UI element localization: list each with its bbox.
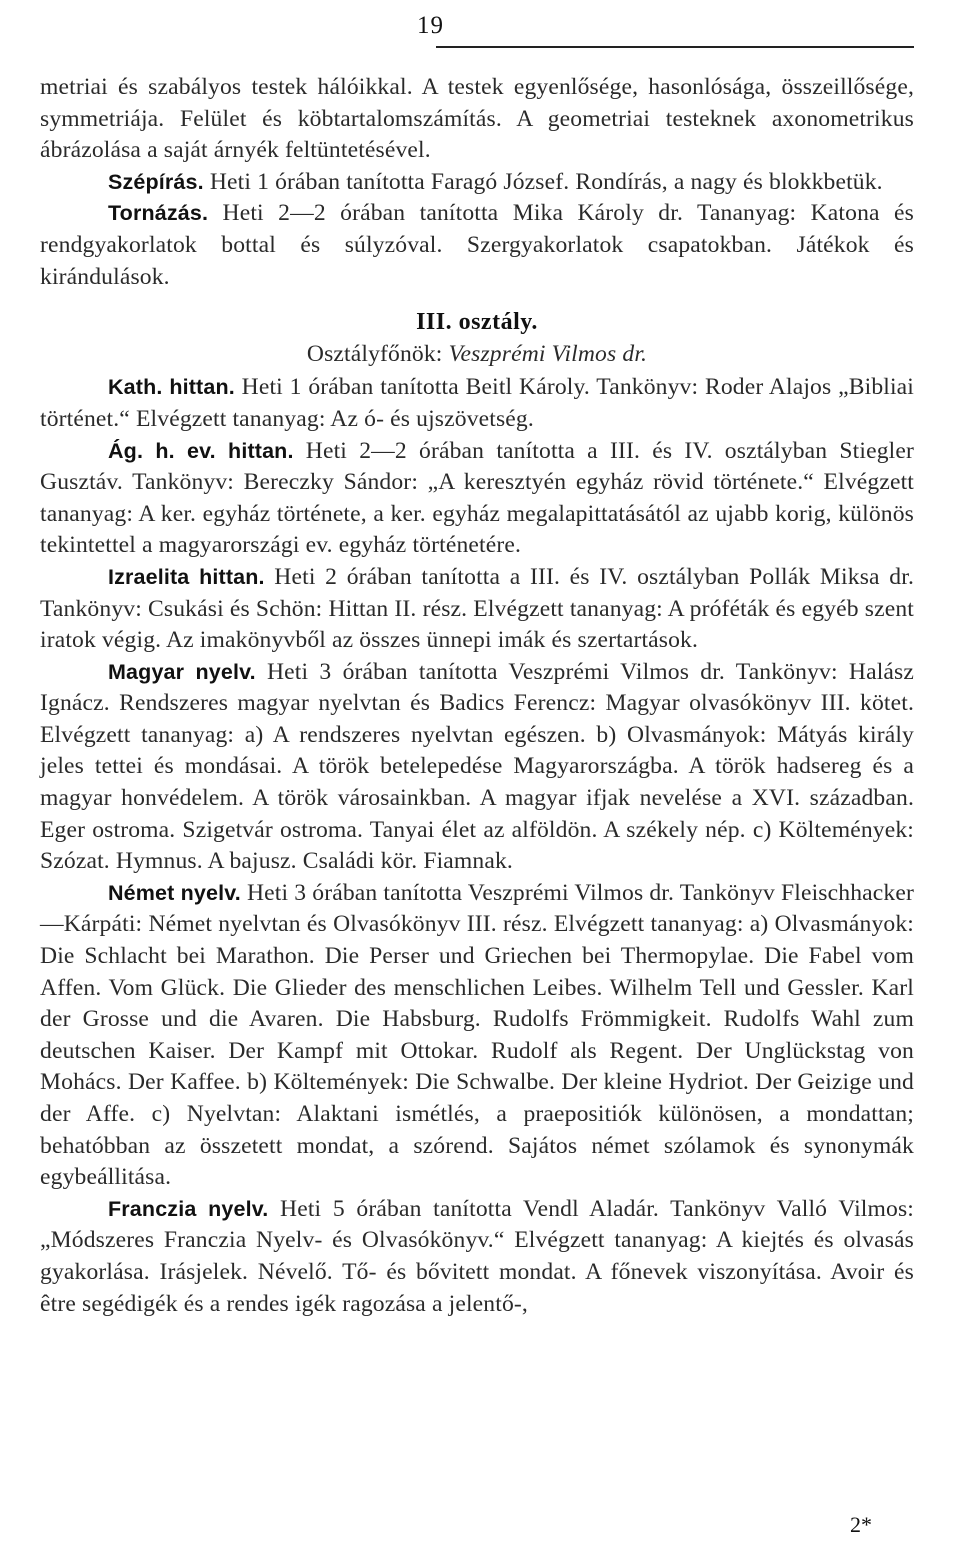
paragraph-tornazas: [40, 198, 914, 293]
paragraph-szepiras: [40, 167, 914, 199]
paragraph-magyar-nyelv: [40, 657, 914, 878]
header-rule: [436, 46, 914, 48]
subject-label-nemet: Német nyelv.: [108, 880, 241, 905]
paragraph-text: Heti 3 órában tanította Veszprémi Vilmos dr. Tankönyv Fleischhacker—Kárpáti: Német nyelvtan és Olvasókönyv III. rész. Elvégzett tananyag: a) Olvasmányok: Die Schlacht bei Marathon. Die Perser und Griechen bei Thermopylae. Die Fabel vom Affen. Vom Glück. Die Glieder des menschlichen Leibes. Wilhelm Tell und Gessler. Karl der Grosse und die Avaren. Die Habsburg. Rudolfs Frömmigkeit. Rudolfs Wahl zum deutschen Kaiser. Der Kampf mit Ottokar. Rudolf als Regent. Der Unglückstag von Mohács. Der Kaffee. b) Költemények: Die Schwalbe. Der kleine Hydriot. Der Geizige und der Affe. c) Nyelvtan: Alaktani ismétlés, a praepositiók különösen, a mondattan; behatóbban az összetett mondat, a szórend. Sajátos német szólamok és synonymák egybeállitása.: [40, 879, 914, 1191]
subject-label-ag: Ág. h. ev. hittan.: [108, 438, 294, 463]
paragraph-text: metriai és szabályos testek hálóikkal. A testek egyenlősége, hasonlósága, összeillősége, symmetriája. Felület és köbtartalomszámítás. A geometriai testeknek axonometrikus ábrázolása a saját árnyék feltüntetésével.: [40, 74, 914, 164]
paragraph-franczia-nyelv: [40, 1194, 914, 1320]
paragraph-text: Heti 5 órában tanította Vendl Aladár. Tankönyv Valló Vilmos: „Módszeres Franczia Nyelv- és Olvasókönyv.“ Elvégzett tananyag: A kiejtés és olvasás gyakorlása. Irásjelek. Névelő. Tő- és bővitett mondat. A főnevek viszonyítása. Avoir és être segédigék és a rendes igék ragozása a jelentő-,: [40, 1195, 914, 1317]
paragraph-text: Heti 2—2 órában tanította Mika Károly dr. Tananyag: Katona és rendgyakorlatok bottal és súlyzóval. Szergyakorlatok csapatokban. Játékok és kirándulások.: [40, 200, 914, 290]
paragraph-nemet-nyelv: [40, 878, 914, 1194]
subject-label-francia: Franczia nyelv.: [108, 1196, 269, 1221]
subject-label-szepiras: Szépírás.: [108, 169, 204, 194]
subject-label-tornazas: Tornázás.: [108, 201, 209, 226]
paragraph-kath-hittan: [40, 372, 914, 435]
subject-label-kath: Kath. hittan.: [108, 375, 235, 400]
paragraph-ag-ev-hittan: [40, 436, 914, 562]
class-title: III. osztály.: [416, 309, 538, 336]
paragraph-text: Heti 1 órában tanította Faragó József. Rondírás, a nagy és blokkbetük.: [203, 168, 883, 195]
page-number: 19: [417, 12, 444, 39]
body-text: [40, 72, 914, 1320]
paragraph-text: Heti 2 órában tanította a III. és IV. osztályban Pollák Miksa dr. Tankönyv: Csukási és Schön: Hittan II. rész. Elvégzett tananyag: A próféták és egyéb szent iratok végig. Az imakönyvből az összes ünnepi imák és szertartások.: [40, 563, 914, 654]
paragraph-text: Heti 1 órában tanította Beitl Károly. Tankönyv: Roder Alajos „Bibliai történet.“ Elvégzett tananyag: Az ó- és ujszövetség.: [40, 374, 914, 432]
subject-label-izr: Izraelita hittan.: [108, 564, 265, 589]
class-head-label: Osztályfőnök:: [306, 340, 443, 367]
paragraph-izraelita-hittan: [40, 562, 914, 657]
class-head: [40, 339, 914, 371]
paragraph-text: Heti 2—2 órában tanította a III. és IV. osztályban Stiegler Gusztáv. Tankönyv: Bereczky Sándor: „A keresztyén egyház rövid története.“ Elvégzett tananyag: A ker. egyház története, a ker. egyház megalapittatásától az ujabb korig, különös tekintettel a magyarországi ev. egyház történetére.: [40, 437, 914, 559]
paragraph-text: Heti 3 órában tanította Veszprémi Vilmos dr. Tankönyv: Halász Ignácz. Rendszeres magyar nyelvtan és Badics Ferencz: Magyar olvasókönyv III. kötet. Elvégzett tananyag: a) A rendszeres nyelvtan egészen. b) Olvasmányok: Mátyás király jeles tettei és mondásai. A török betelepedése Magyarországba. A török hadsereg és a magyar honvédelem. A török városainkban. A magyar ifjak nevelése a XVI. században. Eger ostroma. Szigetvár ostroma. Tanyai élet az alföldön. A székely nép. c) Költemények: Szózat. Hymnus. A bajusz. Családi kör. Fiamnak.: [40, 658, 915, 875]
class-head-name: Veszprémi Vilmos dr.: [448, 340, 648, 367]
paragraph-geometry: [40, 72, 914, 167]
page-header: [40, 10, 914, 50]
printer-signature: 2*: [850, 1512, 872, 1537]
subject-label-magyar: Magyar nyelv.: [108, 659, 256, 684]
